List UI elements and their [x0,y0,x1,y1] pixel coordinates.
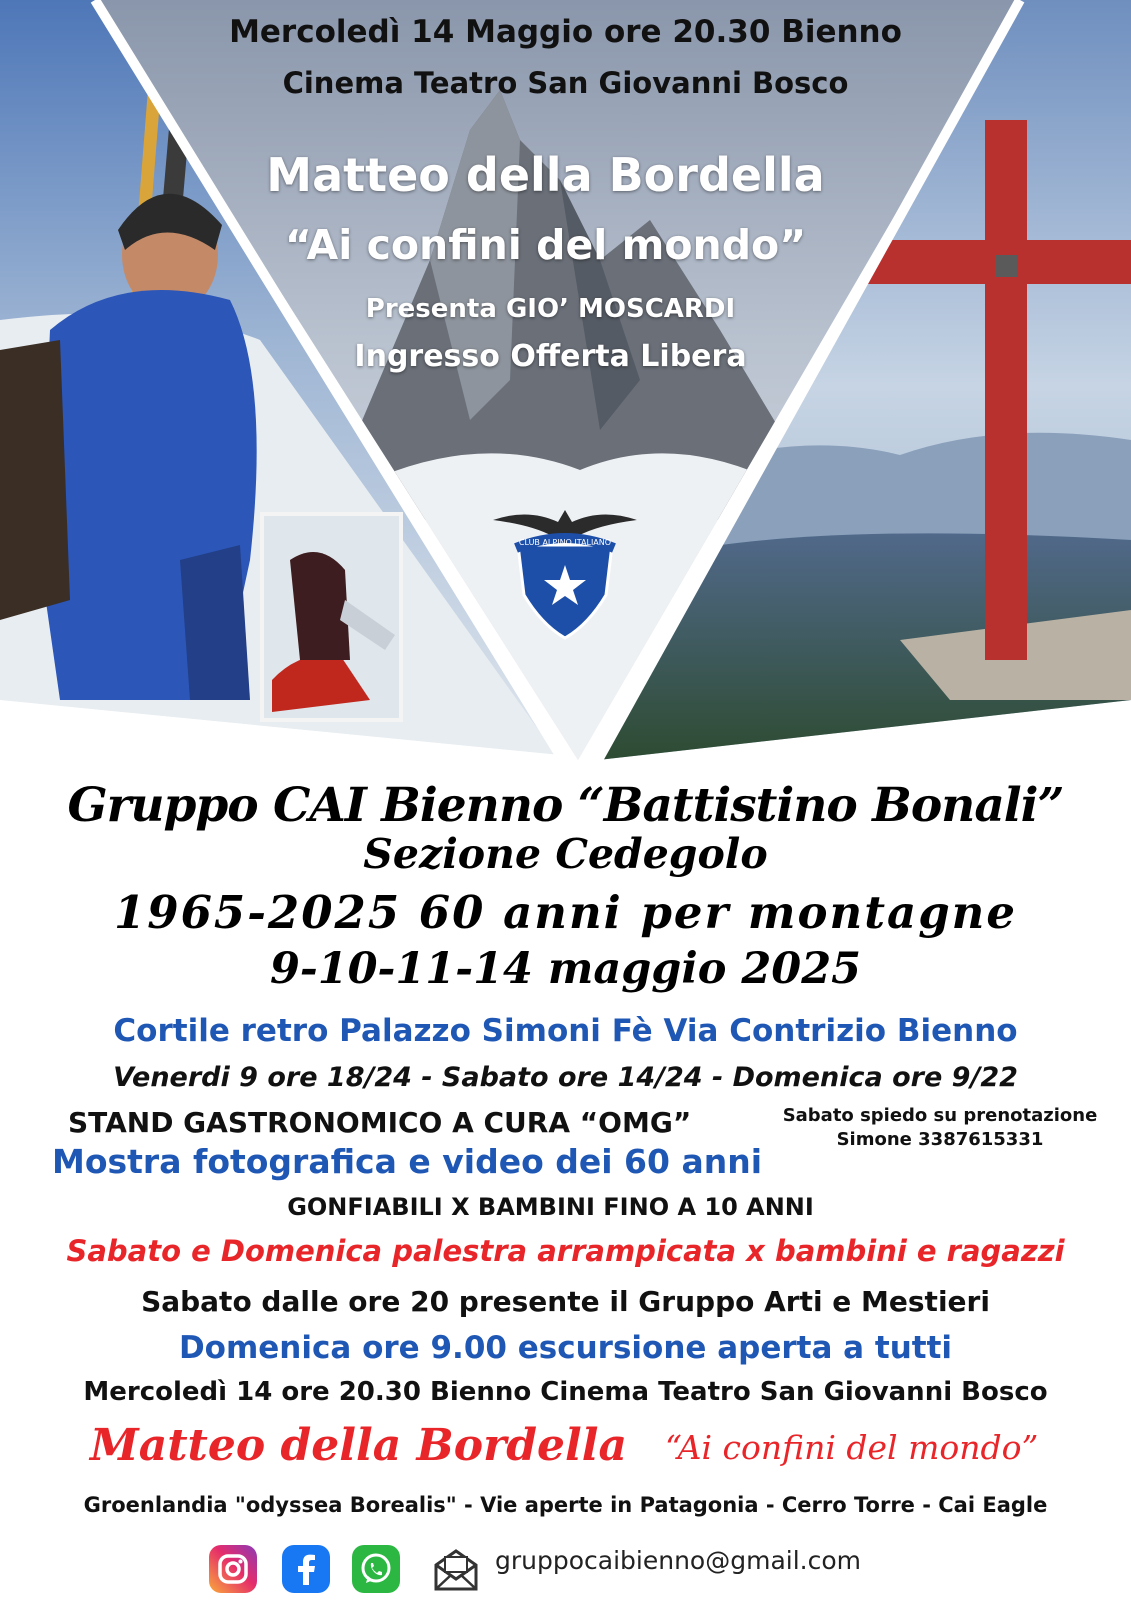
cai-logo-text: CLUB ALPINO ITALIANO [518,538,612,547]
spiedo-note [770,1104,1110,1152]
photo-exhibit: Mostra fotografica e video dei 60 anni [52,1142,763,1181]
section-title: Sezione Cedegolo [363,830,768,878]
facebook-icon[interactable] [282,1545,330,1593]
hero-venue-line: Cinema Teatro San Giovanni Bosco [282,66,849,100]
hero-banner [0,0,1131,770]
hero-speaker: Matteo della Bordella [266,148,825,202]
climbing-wall: Sabato e Domenica palestra arrampicata x bambini e ragazzi [66,1234,1065,1268]
cai-logo [488,500,642,646]
hero-talk-title: “Ai confini del mondo” [284,221,807,269]
talk-script: “Ai confini del mondo” [665,1428,1039,1467]
food-stand: STAND GASTRONOMICO A CURA “OMG” [68,1106,692,1139]
opening-hours: Venerdi 9 ore 18/24 - Sabato ore 14/24 - Domenica ore 9/22 [113,1062,1018,1093]
wednesday-event: Mercoledì 14 ore 20.30 Bienno Cinema Teatro San Giovanni Bosco [83,1377,1048,1407]
hero-entry: Ingresso Offerta Libera [354,339,747,374]
talk-topics: Groenlandia "odyssea Borealis" - Vie aperte in Patagonia - Cerro Torre - Cai Eagle [83,1493,1048,1517]
hero-presenter: Presenta GIO’ MOSCARDI [365,294,736,324]
group-title: Gruppo CAI Bienno “Battistino Bonali” [67,778,1064,833]
instagram-icon[interactable] [209,1545,257,1593]
kneeling-climber-inset [260,512,403,722]
venue-line: Cortile retro Palazzo Simoni Fè Via Contrizio Bienno [113,1013,1018,1049]
spiedo-line-2: Simone 3387615331 [836,1129,1044,1150]
inflatables: GONFIABILI X BAMBINI FINO A 10 ANNI [287,1193,814,1221]
spiedo-line-1: Sabato spiedo su prenotazione [782,1105,1098,1126]
contact-email[interactable]: gruppocaibienno@gmail.com [495,1546,861,1575]
sunday-hike: Domenica ore 9.00 escursione aperta a tutti [178,1330,953,1366]
hero-date-line: Mercoledì 14 Maggio ore 20.30 Bienno [229,14,902,50]
email-icon[interactable] [431,1545,481,1593]
whatsapp-icon[interactable] [352,1545,400,1593]
speaker-script: Matteo della Bordella [90,1420,627,1471]
arts-crafts: Sabato dalle ore 20 presente il Gruppo Arti e Mestieri [141,1285,990,1318]
dates-title: 9-10-11-14 maggio 2025 [269,944,862,994]
anniversary-title: 1965-2025 60 anni per montagne [113,886,1018,939]
